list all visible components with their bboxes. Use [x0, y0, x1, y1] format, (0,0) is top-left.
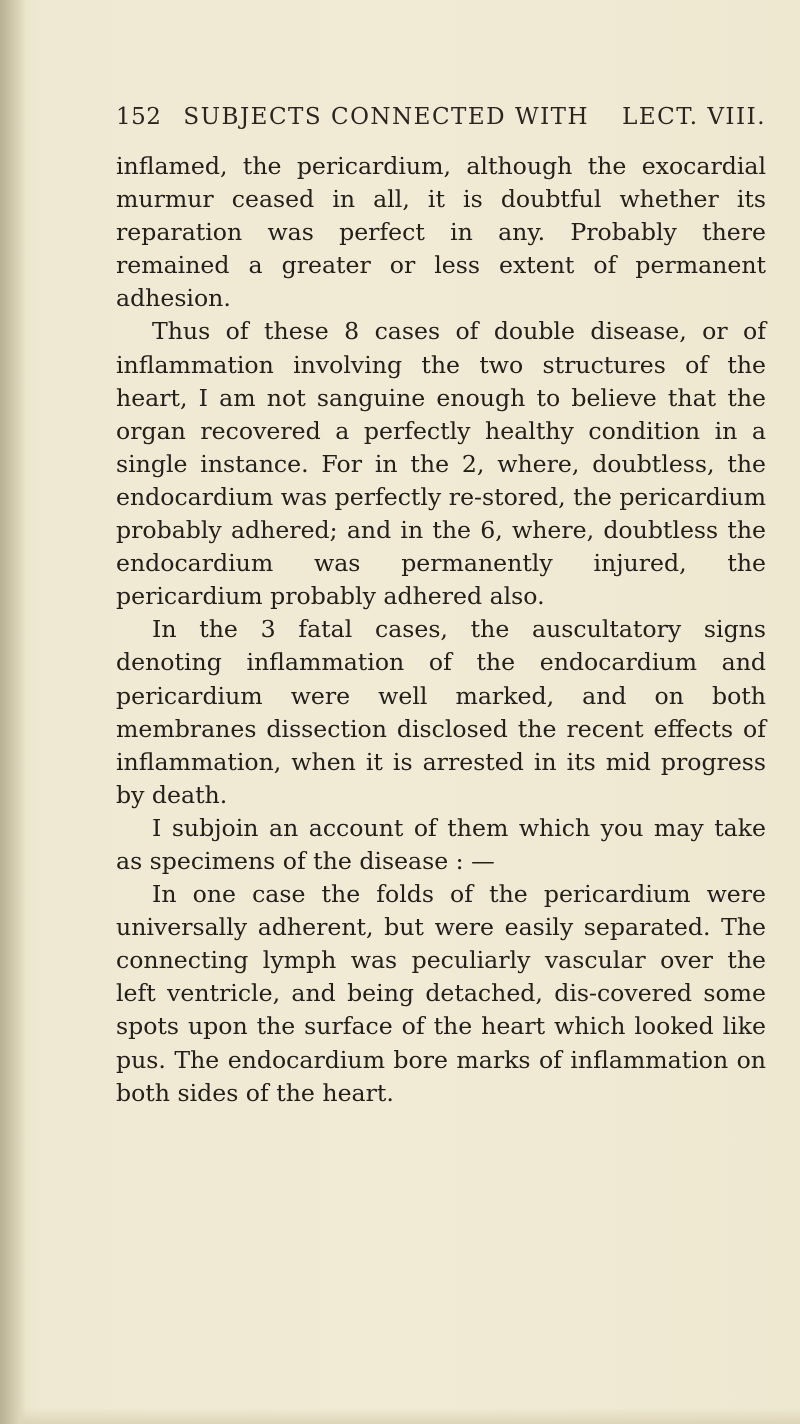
lecture-number: LECT. VIII. [622, 104, 766, 130]
paragraph: I subjoin an account of them which you may take as specimens of the disease : — [116, 813, 766, 875]
page-number: 152 [116, 104, 162, 130]
paragraph: Thus of these 8 cases of double disease, or of inflammation involving the two structures of the heart, I am not sanguine enough to believe that the organ recovered a perfectly healthy condition in a single instance. For in the 2, where, doubtless, the endocardium was perfectly re-stored, the pericardium probably adhered; and in the 6, where, doubtless the endocardium was permanently injured, the pericardium probably adhered also. [116, 317, 766, 611]
body-text [116, 150, 766, 1110]
paragraph: In the 3 fatal cases, the auscultatory signs denoting inflammation of the endocardium and pericardium were well marked, and on both membranes dissection disclosed the recent effects of inflammation, when it is arrested in its mid progress by death. [116, 615, 766, 809]
binding-shadow [0, 0, 26, 1424]
running-title: SUBJECTS CONNECTED WITH [183, 104, 590, 130]
paragraph: In one case the folds of the pericardium were universally adherent, but were easily separated. The connecting lymph was peculiarly vascular over the left ventricle, and being detached, dis-covered some spots upon the surface of the heart which looked like pus. The endocardium bore marks of inflammation on both sides of the heart. [116, 880, 766, 1107]
paragraph: inflamed, the pericardium, although the exocardial murmur ceased in all, it is doubtful whether its reparation was perfect in any. Probably there remained a greater or less extent of permanent adhesion. [116, 152, 766, 313]
running-head [116, 104, 766, 144]
page-bottom-edge [20, 1408, 800, 1424]
